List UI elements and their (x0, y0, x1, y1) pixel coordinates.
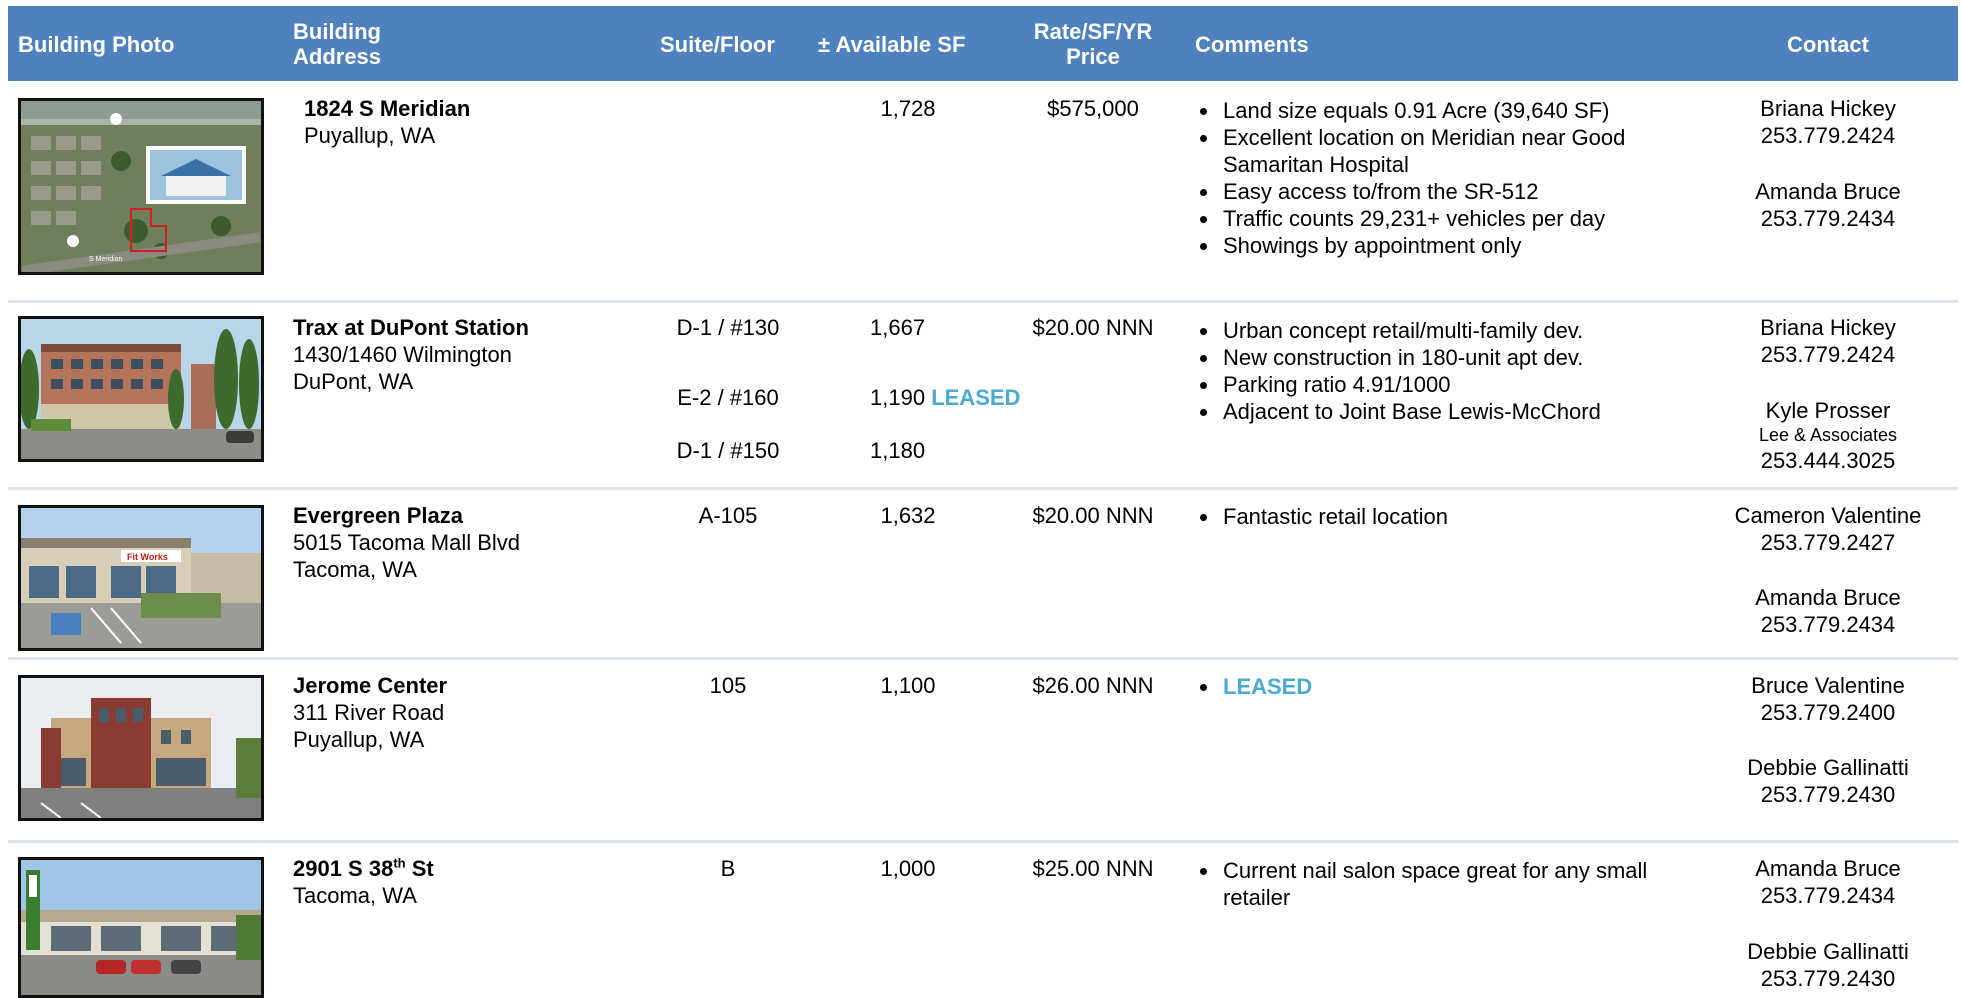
comment-item: New construction in 180-unit apt dev. (1193, 344, 1693, 371)
contact-entry (1713, 855, 1943, 909)
contact-name: Briana Hickey (1760, 315, 1896, 340)
available-sf-with-status (870, 384, 1020, 411)
leased-badge: LEASED (931, 385, 1021, 410)
available-sf: 1,728 (880, 96, 936, 121)
contact-entry (1713, 95, 1943, 149)
listing-row-2901-s-38th-st (8, 843, 1958, 998)
suite-floor: B (720, 856, 736, 881)
table-header (8, 6, 1958, 81)
available-sf: 1,100 (880, 673, 936, 698)
building-photo (18, 857, 264, 998)
comment-item: Parking ratio 4.91/1000 (1193, 371, 1693, 398)
contact-name: Amanda Bruce (1755, 585, 1901, 610)
contact-entry (1713, 178, 1943, 232)
contact-entry (1713, 397, 1943, 474)
listing-row-1824-s-meridian (8, 81, 1958, 300)
comments-list (1193, 317, 1693, 425)
suite-floor: E-2 / #160 (677, 385, 779, 410)
comment-item: Showings by appointment only (1193, 232, 1693, 259)
contact-phone: 253.779.2430 (1760, 782, 1896, 807)
building-city: Tacoma, WA (293, 883, 417, 908)
building-city: Tacoma, WA (293, 557, 417, 582)
rate-price: $26.00 NNN (1032, 673, 1154, 698)
comment-item: Easy access to/from the SR-512 (1193, 178, 1693, 205)
listings-table (8, 6, 1958, 991)
header-available-sf: ± Available SF (818, 32, 966, 57)
contact-name: Debbie Gallinatti (1747, 939, 1909, 964)
listing-row-trax-dupont (8, 303, 1958, 487)
header-building-photo: Building Photo (18, 32, 175, 57)
header-contact: Contact (1787, 32, 1869, 57)
building-photo (18, 675, 264, 821)
building-address: 5015 Tacoma Mall Blvd (293, 530, 521, 555)
header-building-address: Building Address (293, 19, 382, 69)
building-photo (18, 505, 264, 651)
building-photo-aerial (18, 98, 264, 275)
available-sf: 1,667 (870, 315, 926, 340)
available-sf: 1,000 (880, 856, 936, 881)
contact-name: Debbie Gallinatti (1747, 755, 1909, 780)
contact-phone: 253.779.2427 (1760, 530, 1896, 555)
contact-name: Cameron Valentine (1734, 503, 1922, 528)
photo-street-label: S Meridian (89, 256, 123, 263)
header-comments: Comments (1195, 32, 1309, 57)
available-sf: 1,180 (870, 438, 926, 463)
building-name: 2901 S 38th St (293, 855, 434, 881)
comment-item: Current nail salon space great for any small retailer (1193, 857, 1713, 911)
comment-item: Urban concept retail/multi-family dev. (1193, 317, 1693, 344)
building-name: Evergreen Plaza (293, 503, 463, 528)
listing-row-jerome-center (8, 660, 1958, 840)
contact-entry (1713, 754, 1943, 808)
building-name: Trax at DuPont Station (293, 315, 529, 340)
contact-phone: 253.779.2400 (1760, 700, 1896, 725)
available-sf: 1,190 (870, 385, 926, 410)
comments-list (1193, 673, 1693, 700)
comment-item: Traffic counts 29,231+ vehicles per day (1193, 205, 1693, 232)
rate-price: $20.00 NNN (1032, 503, 1154, 528)
contact-name: Briana Hickey (1760, 96, 1896, 121)
suite-floor: 105 (709, 673, 747, 698)
photo-sign-label: Fit Works (127, 552, 168, 562)
leased-badge: LEASED (1223, 674, 1313, 699)
contact-name: Kyle Prosser (1765, 398, 1891, 423)
building-city: DuPont, WA (293, 369, 414, 394)
building-name: 1824 S Meridian (304, 96, 471, 121)
suite-floor: D-1 / #150 (676, 438, 780, 463)
suite-floor: A-105 (698, 503, 758, 528)
contact-entry (1713, 584, 1943, 638)
header-rate: Rate/SF/YR Price (1033, 19, 1153, 69)
comment-item: Adjacent to Joint Base Lewis-McChord (1193, 398, 1693, 425)
building-address: 311 River Road (293, 700, 445, 725)
contact-phone: 253.779.2434 (1760, 206, 1896, 231)
comments-list (1193, 97, 1693, 259)
rate-price: $20.00 NNN (1032, 315, 1154, 340)
building-name: Jerome Center (293, 673, 448, 698)
rate-price: $25.00 NNN (1032, 856, 1154, 881)
contact-phone: 253.444.3025 (1760, 448, 1896, 473)
rate-price: $575,000 (1047, 96, 1139, 121)
comment-item: Fantastic retail location (1193, 503, 1693, 530)
contact-phone: 253.779.2424 (1760, 123, 1896, 148)
suite-floor: D-1 / #130 (676, 315, 780, 340)
comment-item (1193, 673, 1693, 700)
comments-list (1193, 503, 1693, 530)
building-city: Puyallup, WA (293, 727, 425, 752)
contact-phone: 253.779.2424 (1760, 342, 1896, 367)
contact-name: Amanda Bruce (1755, 856, 1901, 881)
comment-item: Land size equals 0.91 Acre (39,640 SF) (1193, 97, 1693, 124)
contact-entry (1713, 938, 1943, 992)
contact-phone: 253.779.2434 (1760, 883, 1896, 908)
building-address: 1430/1460 Wilmington (293, 342, 512, 367)
contact-name: Amanda Bruce (1755, 179, 1901, 204)
contact-entry (1713, 672, 1943, 726)
contact-name: Bruce Valentine (1751, 673, 1905, 698)
available-sf: 1,632 (880, 503, 936, 528)
contact-phone: 253.779.2430 (1760, 966, 1896, 991)
listing-row-evergreen-plaza (8, 490, 1958, 657)
building-photo (18, 316, 264, 462)
building-city: Puyallup, WA (304, 123, 436, 148)
contact-company: Lee & Associates (1758, 425, 1898, 445)
comments-list (1193, 857, 1713, 911)
contact-entry (1713, 314, 1943, 368)
header-suite-floor: Suite/Floor (660, 32, 775, 57)
contact-phone: 253.779.2434 (1760, 612, 1896, 637)
comment-item: Excellent location on Meridian near Good Samaritan Hospital (1193, 124, 1693, 178)
contact-entry (1713, 502, 1943, 556)
